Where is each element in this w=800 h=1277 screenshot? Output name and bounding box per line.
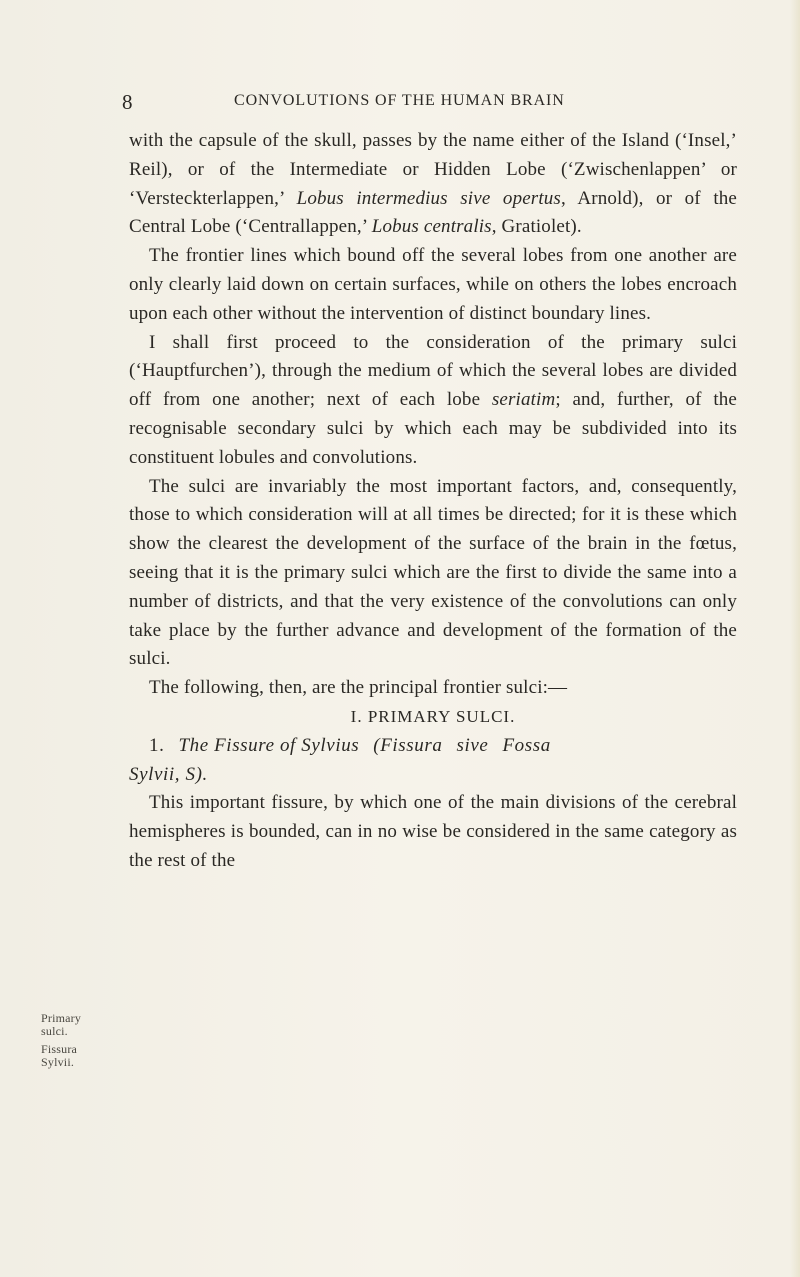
margin-note-line: Sylvii. (41, 1055, 75, 1069)
paragraph-primary-sulci-plan (129, 329, 737, 473)
section-heading: I. PRIMARY SULCI. (350, 706, 516, 726)
margin-note-line: Fissura (41, 1042, 78, 1056)
margin-note-line: Primary (41, 1011, 82, 1025)
page-edge-shadow (790, 0, 800, 1277)
text-run: ; and, further, of the recognisable secondary sulci by which each may be subdivided into its constituent lobules and convolutions. (129, 389, 737, 468)
subheading-title: The Fissure of Sylvius (178, 734, 360, 756)
subheading-alt-name: Fossa (502, 734, 551, 756)
margin-note-primary-sulci (41, 1012, 81, 1038)
paragraph-fissure-description: This important fissure, by which one of the main divisions of the cerebral hemispheres is bounded, can in no wise be considered in the same category as the rest of the (129, 792, 737, 871)
page-number: 8 (122, 90, 133, 114)
text-run: I shall first proceed to the consideration of the primary sulci (‘Hauptfurchen’), through the medium of which the several lobes are divided off from one another; next of each lobe (129, 331, 737, 411)
page-header (0, 90, 800, 114)
running-head: CONVOLUTIONS OF THE HUMAN BRAIN (234, 92, 565, 109)
italic-term: Lobus intermedius sive opertus (296, 187, 561, 209)
subheading-number: 1. (149, 734, 165, 756)
text-run: , Arnold), or of the Central Lobe (‘Centrallappen,’ (129, 187, 737, 238)
text-run: , Gratiolet). (491, 216, 582, 238)
text-run: with the capsule of the skull, passes by the name either of the Island (‘Insel,’ Reil), or of the Intermediate or Hidden Lobe (‘Zwischenlappen’ or ‘Versteckterlappen,’ (129, 130, 737, 209)
italic-term: seriatim (491, 389, 556, 411)
paragraph-frontier-lines: The frontier lines which bound off the several lobes from one another are only clearly laid down on certain surfaces, while on others the lobes encroach upon each other without the intervention of distinct boundary lines. (129, 245, 737, 324)
margin-note-fissura-sylvii (41, 1043, 77, 1069)
body-text (129, 127, 737, 876)
subheading-alt-name: Sylvii, S). (129, 763, 208, 785)
paragraph-island-lobe (129, 127, 737, 242)
subheading-alt-name: (Fissura (373, 734, 443, 756)
subheading-alt-name: sive (456, 734, 489, 756)
subheading-fissure-of-sylvius (129, 732, 737, 790)
margin-note-line: sulci. (41, 1024, 68, 1038)
paragraph-frontier-sulci-intro: The following, then, are the principal frontier sulci:— (149, 677, 568, 699)
italic-term: Lobus centralis (371, 216, 492, 238)
paragraph-sulci-importance: The sulci are invariably the most important factors, and, consequently, those to which consideration will at all times be directed; for it is these which show the clearest the development of the surface of the brain in the fœtus, seeing that it is the primary sulci which are the first to divide the same into a number of districts, and that the very existence of the convolutions can only take place by the further advance and development of the formation of the sulci. (129, 475, 737, 670)
